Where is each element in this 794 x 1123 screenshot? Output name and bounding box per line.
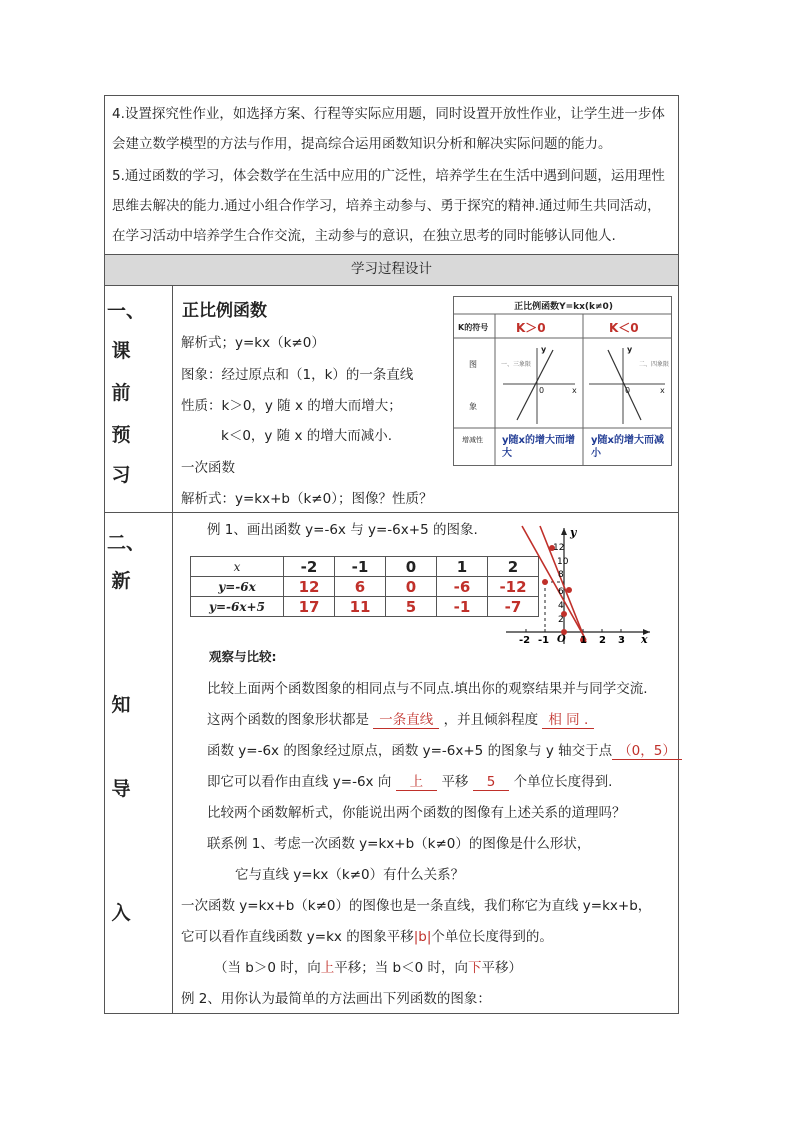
text-line: 比较两个函数解析式，你能说出两个函数的图像有上述关系的道理吗？: [207, 805, 626, 821]
graph-label-top: 图: [469, 360, 477, 369]
text-line: 它与直线 y=kx（k≠0）有什么关系？: [235, 867, 465, 883]
neg-trend: y随x的增大而减小: [591, 435, 664, 459]
function-graph: [500, 522, 660, 647]
text-line-shape: [207, 710, 594, 730]
origin-label: 0: [539, 386, 545, 395]
section1-side-char: 一、: [106, 300, 145, 322]
text-fragment: （当 b＞0 时，向: [214, 960, 321, 976]
section2-side-char: 入: [111, 902, 131, 924]
table-cell: 17: [284, 597, 335, 617]
answer-fill: 下: [468, 960, 482, 976]
text-line: 一次函数 y=kx+b（k≠0）的图像也是一条直线，我们称它为直线 y=kx+b，: [181, 898, 652, 914]
k-sign-label: K的符号: [458, 323, 489, 332]
origin-label: 0: [625, 386, 631, 395]
table-row-label: y=-6x+5: [191, 597, 284, 617]
section1-line: 解析式：y=kx+b（k≠0）；图像？性质？: [181, 491, 433, 507]
text-line-when: [214, 958, 522, 978]
text-line: 比较上面两个函数图象的相同点与不同点.填出你的观察结果并与同学交流.: [207, 681, 648, 697]
table-cell: 0: [386, 577, 437, 597]
graph-label-bottom: 象: [469, 402, 477, 411]
table-header-cell: 0: [386, 557, 437, 577]
k-positive-header: K＞0: [516, 321, 546, 335]
table-row: [191, 597, 539, 617]
graph-origin-label: O: [557, 634, 566, 645]
x-tick-label: -1: [538, 635, 550, 646]
graph-axis-x-label: x: [641, 633, 648, 646]
answer-fill: 5: [473, 774, 510, 791]
section1-side-char: 预: [111, 424, 131, 446]
pos-quadrant-label: 一、三象限: [501, 361, 532, 368]
axis-x-label: x: [660, 386, 665, 395]
text-fragment: ，并且倾斜程度: [443, 712, 539, 728]
section-header: 学习过程设计: [351, 261, 432, 277]
table-header-cell: -1: [335, 557, 386, 577]
x-tick-label: -2: [519, 635, 531, 646]
text-fragment: 个单位长度得到.: [513, 774, 613, 790]
graph-axis-y-label: y: [570, 526, 577, 539]
k-negative-header: K＜0: [609, 321, 639, 335]
answer-fill: 相 同 .: [542, 712, 594, 729]
paragraph-4: 4.设置探究性作业，如选择方案、行程等实际应用题，同时设置开放性作业，让学生进一步体会建立数学模型的方法与作用，提高综合运用函数知识分析和解决实际问题的能力。: [112, 106, 665, 152]
table-cell: -1: [437, 597, 488, 617]
y-tick-label: 4: [558, 601, 564, 611]
text-line-shift: [207, 772, 612, 792]
table-cell: -7: [488, 597, 539, 617]
y-tick-label: 12: [553, 543, 565, 553]
example1-title: 例 1、画出函数 y=-6x 与 y=-6x+5 的图象.: [207, 522, 478, 538]
axis-y-label: y: [541, 345, 547, 354]
table-cell: -12: [488, 577, 539, 597]
example2-title: 例 2、用你认为最简单的方法画出下列函数的图象：: [181, 991, 491, 1007]
answer-fill: 上: [320, 960, 335, 976]
divider: [172, 285, 173, 1014]
section1-side-char: 习: [111, 464, 131, 486]
table-header-cell: x: [191, 557, 284, 577]
table-row: [191, 577, 539, 597]
trend-label: 增减性: [462, 436, 483, 444]
y-tick-label: 8: [558, 570, 564, 580]
table-cell: 11: [335, 597, 386, 617]
pos-trend: y随x的增大而增大: [502, 435, 575, 459]
table-cell: 5: [386, 597, 437, 617]
section2-side-char: 二、: [106, 532, 145, 554]
x-tick-label: 1: [580, 635, 587, 646]
y-axis-arrow: [561, 528, 567, 535]
text-fragment: 平移: [441, 774, 469, 790]
section1-title: 正比例函数: [182, 301, 267, 321]
table-header-cell: 2: [488, 557, 539, 577]
graph-point: [542, 579, 548, 585]
section1-side-char: 课: [111, 340, 131, 362]
divider: [104, 512, 679, 513]
table-row-label: y=-6x: [191, 577, 284, 597]
graph-point: [566, 587, 572, 593]
section2-side-char: 知: [111, 694, 131, 716]
answer-fill: （0，5）: [612, 743, 682, 760]
section1-line: 一次函数: [181, 460, 235, 476]
x-tick-label: 3: [618, 635, 625, 646]
summary-title: 正比例函数Y=kx(k≠0): [514, 302, 613, 312]
text-fragment: 平移；当 b＜0 时，向: [334, 960, 468, 976]
answer-fill: |b|: [413, 929, 432, 945]
values-table: [190, 556, 539, 617]
table-header-cell: 1: [437, 557, 488, 577]
section2-side-char: 导: [111, 778, 131, 800]
y-tick-label: 10: [557, 557, 569, 567]
axis-x-label: x: [572, 386, 577, 395]
section2-side-char: 新: [111, 570, 131, 592]
summary-table: [453, 296, 672, 466]
y-tick-label: 6: [558, 587, 564, 597]
table-cell: 12: [284, 577, 335, 597]
answer-fill: 一条直线: [373, 712, 439, 729]
text-fragment: 即它可以看作由直线 y=-6x 向: [207, 774, 392, 790]
text-line-concl2: [181, 927, 553, 947]
section1-line: 解析式；y=kx（k≠0）: [181, 335, 325, 351]
divider: [104, 285, 679, 286]
table-cell: -6: [437, 577, 488, 597]
text-fragment: 平移）: [481, 960, 522, 976]
axis-y-label: y: [627, 345, 633, 354]
text-fragment: 它可以看作直线函数 y=kx 的图象平移: [181, 929, 414, 945]
text-fragment: 这两个函数的图象形状都是: [207, 712, 369, 728]
answer-fill: 上: [396, 774, 438, 791]
section1-side-char: 前: [111, 382, 131, 404]
table-row: [191, 557, 539, 577]
section1-line: 图象：经过原点和（1，k）的一条直线: [181, 367, 414, 383]
paragraph-5: 5.通过函数的学习，体会数学在生活中应用的广泛性，培养学生在生活中遇到问题，运用理性思维去解决的能力.通过小组合作学习，培养主动参与、勇于探究的精神.通过师生共同活动，在学习活动中培养学生合作交流，主动参与的意识，在独立思考的同时能够认同他人.: [112, 168, 665, 244]
neg-quadrant-label: 二、四象限: [639, 361, 670, 368]
text-line-pass: [207, 741, 682, 761]
text-fragment: 函数 y=-6x 的图象经过原点，函数 y=-6x+5 的图象与 y 轴交于点: [207, 743, 613, 759]
observe-title: 观察与比较:: [209, 649, 277, 664]
table-cell: 6: [335, 577, 386, 597]
y-tick-label: 2: [558, 615, 564, 625]
x-tick-label: 2: [599, 635, 606, 646]
text-fragment: 个单位长度得到的。: [431, 929, 553, 945]
section1-line: k＜0，y 随 x 的增大而减小.: [221, 428, 393, 444]
text-line: 联系例 1、考虑一次函数 y=kx+b（k≠0）的图像是什么形状，: [207, 836, 591, 852]
table-header-cell: -2: [284, 557, 335, 577]
section1-line: 性质：k＞0，y 随 x 的增大而增大；: [181, 398, 402, 414]
